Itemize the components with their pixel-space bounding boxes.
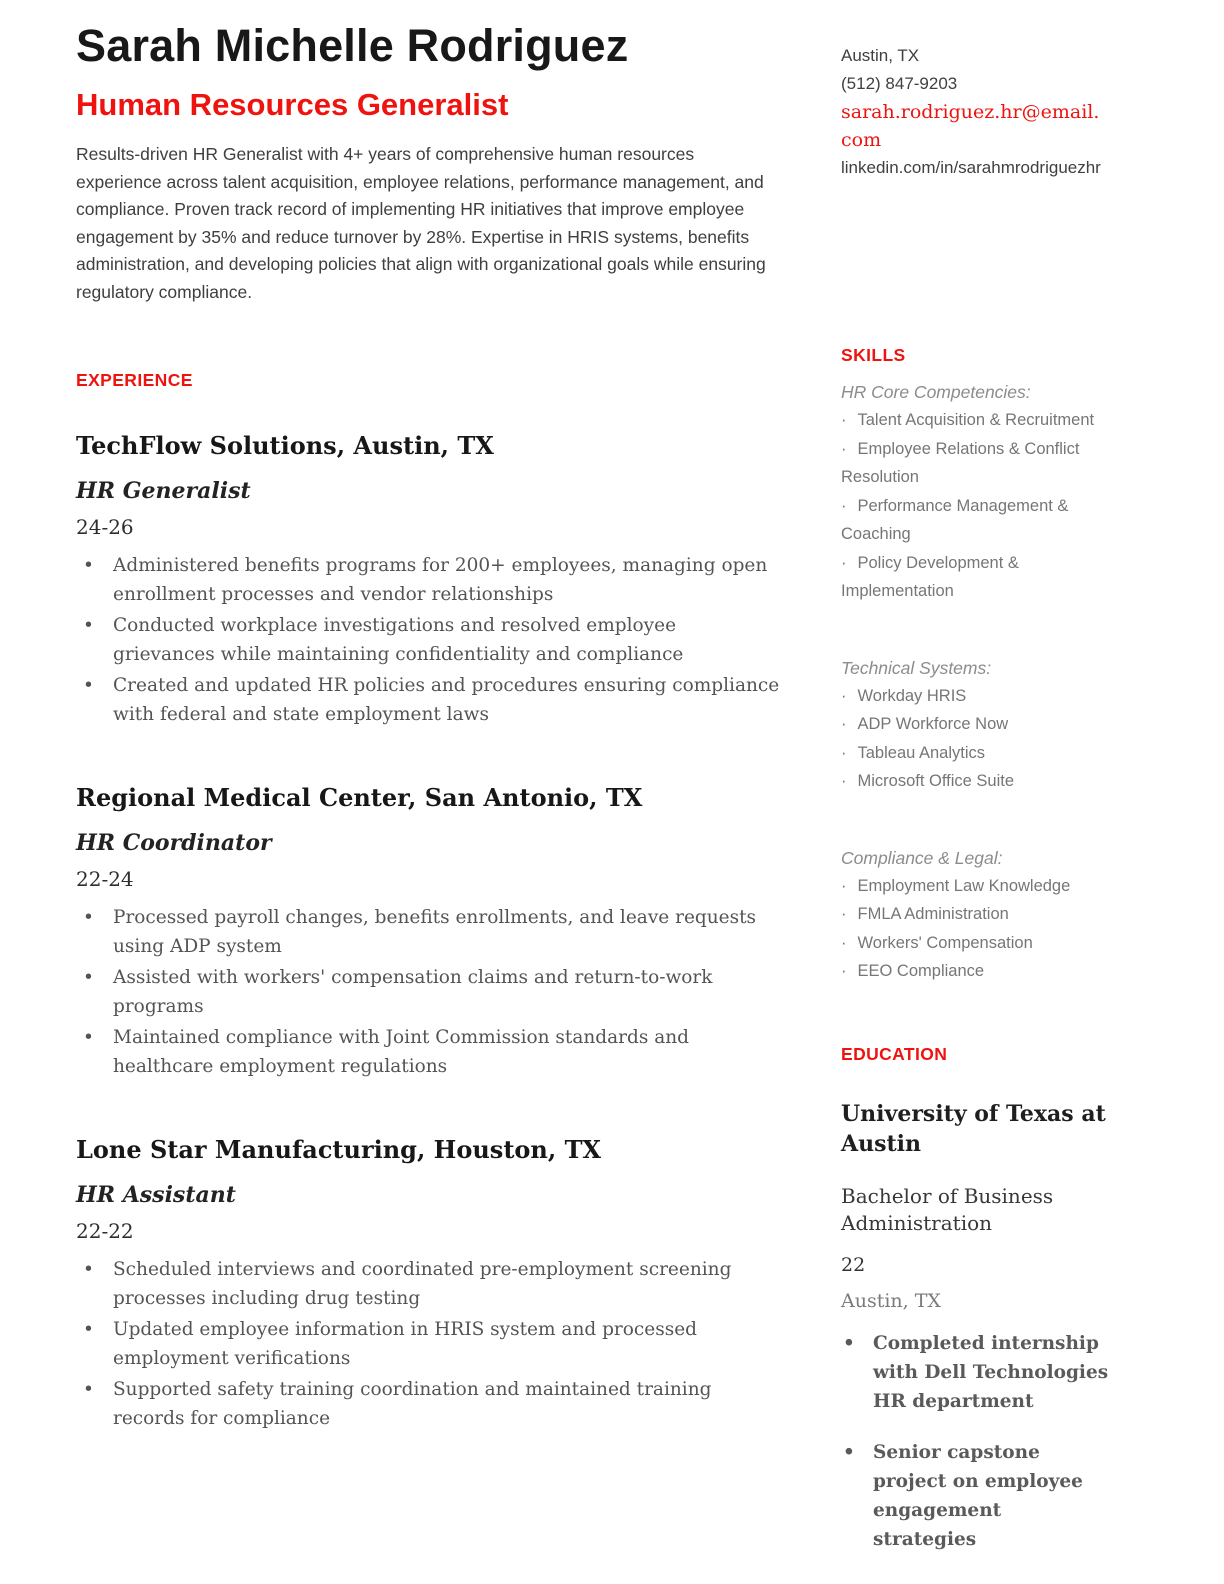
skills-section-heading: SKILLS — [841, 345, 906, 365]
skill-item — [841, 900, 1109, 929]
job-bullet — [76, 1315, 780, 1373]
skill-group-label: Technical Systems: — [841, 657, 992, 678]
job-bullet — [76, 1255, 780, 1313]
job-bullet-list — [76, 903, 780, 1081]
company-name: Lone Star Manufacturing, Houston, TX — [76, 1135, 602, 1164]
job-bullet-text: Assisted with workers' compensation claims and return-to-work programs — [113, 967, 713, 1017]
job-role: HR Assistant — [76, 1182, 236, 1208]
contact-location: Austin, TX — [841, 46, 920, 65]
skill-item-text: Microsoft Office Suite — [857, 772, 1015, 790]
job-bullet-text: Scheduled interviews and coordinated pre-employment screening processes including drug testing — [113, 1259, 732, 1309]
skill-item-text: FMLA Administration — [857, 905, 1009, 923]
skill-item — [841, 682, 1109, 711]
job-entry — [76, 1135, 780, 1433]
job-bullet — [76, 611, 780, 669]
dot-marker-icon: · — [841, 743, 847, 762]
bullet-marker-icon: • — [843, 1332, 855, 1354]
job-bullet-text: Processed payroll changes, benefits enrollments, and leave requests using ADP system — [113, 907, 757, 957]
job-bullet-text: Maintained compliance with Joint Commission standards and healthcare employment regulations — [113, 1027, 690, 1077]
skill-group — [841, 378, 1109, 606]
skill-item-text: Workday HRIS — [857, 686, 967, 705]
dot-marker-icon: · — [841, 553, 847, 572]
dot-marker-icon: · — [841, 411, 847, 429]
education-bullet-list — [841, 1329, 1109, 1554]
job-entry — [76, 431, 780, 729]
job-bullet-text: Created and updated HR policies and procedures ensuring compliance with federal and state employment laws — [113, 675, 780, 725]
job-bullet-list — [76, 1255, 780, 1433]
company-name: Regional Medical Center, San Antonio, TX — [76, 783, 643, 812]
job-role: HR Generalist — [76, 478, 251, 504]
education-bullet — [841, 1329, 1109, 1416]
degree: Bachelor of Business Administration — [841, 1183, 1054, 1235]
person-name: Sarah Michelle Rodriguez — [76, 20, 629, 71]
skill-group-label: Compliance & Legal: — [841, 847, 1003, 868]
skill-group — [841, 654, 1109, 796]
skill-item-text: Employee Relations & Conflict Resolution — [841, 439, 1080, 486]
job-dates: 22-24 — [76, 867, 134, 891]
contact-linkedin-link[interactable]: linkedin.com/​in/​sarahmrodriguezhr — [841, 158, 1101, 177]
sidebar-column — [841, 20, 1109, 1554]
skill-item — [841, 549, 1109, 606]
main-column — [76, 20, 780, 1554]
job-bullet — [76, 903, 780, 961]
bullet-marker-icon: • — [83, 615, 94, 636]
skill-group-label: HR Core Competencies: — [841, 382, 1031, 402]
skill-item — [841, 929, 1109, 958]
skill-item-text: Performance Management & Coaching — [841, 496, 1069, 543]
job-dates: 22-22 — [76, 1219, 134, 1243]
person-job-title: Human Resources Generalist — [76, 87, 509, 122]
contact-email-link[interactable]: sarah.rodriguez.hr@email.com — [841, 101, 1100, 151]
job-bullet — [76, 551, 780, 609]
education-bullet-text: Senior capstone project on employee engagement strategies — [873, 1441, 1083, 1550]
dot-marker-icon: · — [841, 439, 847, 458]
skill-item-text: Employment Law Knowledge — [857, 876, 1071, 895]
dot-marker-icon: · — [841, 962, 847, 980]
skill-item-text: Policy Development & Implementation — [841, 553, 1019, 600]
education-section-heading: EDUCATION — [841, 1043, 948, 1064]
skill-item — [841, 739, 1109, 768]
dot-marker-icon: · — [841, 715, 847, 733]
bullet-marker-icon: • — [83, 1319, 94, 1340]
skill-item-text: Workers' Compensation — [857, 933, 1033, 952]
professional-summary: Results-driven HR Generalist with 4+ years of comprehensive human resources experience across talent acquisition, employee relations, performance management, and compliance. Proven track record of implementing HR initiatives that improve employee engagement by 35% and reduce turnover by 28%. Expertise in HRIS systems, benefits administration, and developing policies that align with organizational goals while ensuring regulatory compliance. — [76, 144, 766, 302]
contact-phone: (512) 847-9203 — [841, 74, 958, 93]
bullet-marker-icon: • — [83, 675, 94, 696]
job-bullet — [76, 1375, 780, 1433]
skill-item-text: Talent Acquisition & Recruitment — [857, 411, 1095, 429]
bullet-marker-icon: • — [843, 1441, 855, 1463]
bullet-marker-icon: • — [83, 1259, 94, 1280]
bullet-marker-icon: • — [83, 907, 94, 928]
job-dates: 24-26 — [76, 515, 134, 539]
dot-marker-icon: · — [841, 496, 847, 515]
job-entry — [76, 783, 780, 1081]
skill-group — [841, 844, 1109, 986]
dot-marker-icon: · — [841, 876, 847, 895]
skill-item — [841, 406, 1109, 435]
bullet-marker-icon: • — [83, 1027, 94, 1048]
contact-block — [841, 42, 1109, 182]
education-bullet-text: Completed internship with Dell Technologies HR department — [873, 1332, 1109, 1412]
skill-item-text: Tableau Analytics — [857, 743, 985, 762]
skill-item — [841, 435, 1109, 492]
skill-item — [841, 957, 1109, 986]
job-role: HR Coordinator — [76, 830, 272, 856]
school-name: University of Texas at Austin — [841, 1100, 1106, 1157]
bullet-marker-icon: • — [83, 967, 94, 988]
dot-marker-icon: · — [841, 933, 847, 952]
education-dates: 22 — [841, 1253, 866, 1276]
dot-marker-icon: · — [841, 772, 847, 790]
skill-item — [841, 710, 1109, 739]
job-bullet — [76, 963, 780, 1021]
job-bullet-text: Administered benefits programs for 200+ employees, managing open enrollment processes and vendor relationships — [113, 555, 768, 605]
education-location: Austin, TX — [841, 1289, 941, 1312]
education-bullet — [841, 1438, 1109, 1554]
dot-marker-icon: · — [841, 905, 847, 923]
job-bullet-text: Conducted workplace investigations and resolved employee grievances while maintaining confidentiality and compliance — [113, 615, 684, 665]
skill-item-text: ADP Workforce Now — [857, 715, 1009, 733]
bullet-marker-icon: • — [83, 1379, 94, 1400]
dot-marker-icon: · — [841, 686, 847, 705]
bullet-marker-icon: • — [83, 555, 94, 576]
job-bullet-text: Updated employee information in HRIS system and processed employment verifications — [113, 1319, 698, 1369]
skill-item-text: EEO Compliance — [857, 962, 985, 980]
skill-item — [841, 492, 1109, 549]
company-name: TechFlow Solutions, Austin, TX — [76, 431, 494, 460]
job-bullet — [76, 671, 780, 729]
job-bullet-list — [76, 551, 780, 729]
experience-section-heading: EXPERIENCE — [76, 370, 193, 390]
skill-item — [841, 872, 1109, 901]
skill-item — [841, 767, 1109, 796]
job-bullet — [76, 1023, 780, 1081]
job-bullet-text: Supported safety training coordination and maintained training records for compliance — [113, 1379, 712, 1429]
